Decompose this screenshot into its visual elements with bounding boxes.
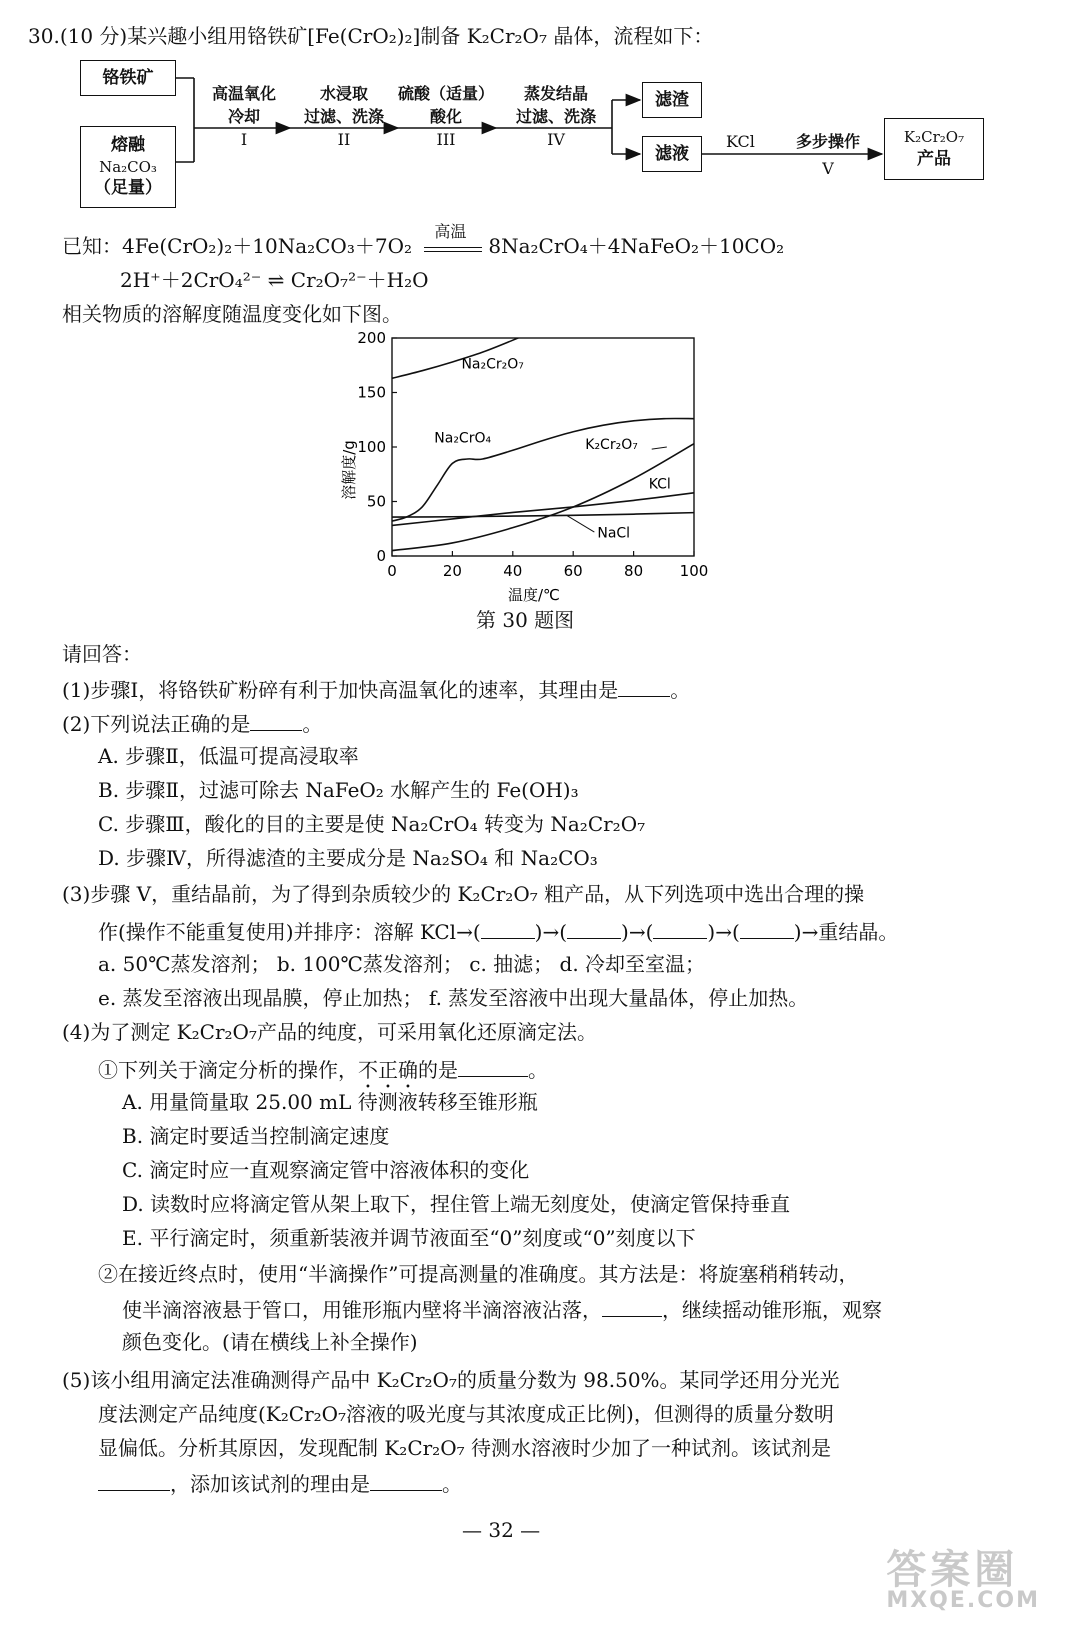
product-box: K₂Cr₂O₇ 产品 xyxy=(884,118,984,180)
step1-label: 高温氧化 冷却 I xyxy=(211,84,276,150)
q4-stem: (4)为了测定 K₂Cr₂O₇产品的纯度，可采用氧化还原滴定法。 xyxy=(62,1020,597,1044)
x-tick-label: 40 xyxy=(503,562,523,580)
answer-blank-1[interactable] xyxy=(618,678,670,697)
page-number: — 32 — xyxy=(462,1518,541,1542)
step3-label: 硫酸（适量） 酸化 III xyxy=(397,84,494,150)
y-axis-label: 溶解度/g xyxy=(340,440,358,500)
q3-line1: (3)步骤 V，重结晶前，为了得到杂质较少的 K₂Cr₂O₇ 粗产品，从下列选项中选出合理的操 xyxy=(62,882,865,906)
eq1-arrow: 高温 xyxy=(424,244,482,252)
curve-kcl xyxy=(392,493,694,526)
series-label-nacl: NaCl xyxy=(597,525,631,542)
answer-blank-4-2[interactable] xyxy=(602,1298,662,1317)
reagent-label: KCl xyxy=(726,132,755,151)
answer-prompt: 请回答： xyxy=(62,642,142,666)
melt-box: 熔融 Na₂CO₃ （足量） xyxy=(80,126,176,208)
q3-options-1: a. 50℃蒸发溶剂； b. 100℃蒸发溶剂； c. 抽滤； d. 冷却至室温； xyxy=(98,952,706,976)
plot-frame xyxy=(392,338,694,556)
y-tick-label: 0 xyxy=(376,547,386,565)
step2-label: 水浸取 过滤、洗涤 II xyxy=(303,84,384,150)
x-tick-label: 0 xyxy=(387,562,397,580)
x-tick-label: 60 xyxy=(563,562,583,580)
curve-nacl xyxy=(392,513,694,517)
y-tick-label: 50 xyxy=(366,492,386,511)
answer-blank-4-1[interactable] xyxy=(458,1058,528,1077)
question-score: (10 分) xyxy=(59,24,128,48)
chart-caption: 第 30 题图 xyxy=(476,608,575,632)
label-leader-line xyxy=(567,516,594,532)
y-tick-label: 100 xyxy=(357,438,386,456)
order-blank-4[interactable] xyxy=(740,920,794,939)
x-tick-label: 80 xyxy=(624,562,644,580)
x-tick-label: 100 xyxy=(679,562,709,580)
question-number: 30. xyxy=(28,24,60,48)
q2-option-a: A. 步骤Ⅱ，低温可提高浸取率 xyxy=(98,744,359,768)
answer-blank-5-2[interactable] xyxy=(370,1472,442,1491)
ore-box: 铬铁矿 xyxy=(80,60,176,96)
q2-option-b: B. 步骤Ⅱ，过滤可除去 NaFeO₂ 水解产生的 Fe(OH)₃ xyxy=(98,778,579,802)
q4-option-a: A. 用量筒量取 25.00 mL 待测液转移至锥形瓶 xyxy=(122,1090,538,1114)
known-eq2: 2H⁺＋2CrO₄²⁻ ⇌ Cr₂O₇²⁻＋H₂O xyxy=(120,268,429,292)
step4-label: 蒸发结晶 过滤、洗涤 IV xyxy=(515,84,596,150)
answer-blank-5-1[interactable] xyxy=(98,1472,170,1491)
solubility-chart xyxy=(330,330,750,610)
q3-line2: 作(操作不能重复使用)并排序：溶解 KCl→( )→( )→( )→( )→重结晶。 xyxy=(98,920,899,944)
question-2: (2)下列说法正确的是 。 xyxy=(62,712,323,736)
q5-line3: 显偏低。分析其原因，发现配制 K₂Cr₂O₇ 待测水溶液时少加了一种试剂。该试剂是 xyxy=(98,1436,831,1460)
y-tick-label: 200 xyxy=(357,330,386,347)
chart-intro: 相关物质的溶解度随温度变化如下图。 xyxy=(62,302,402,326)
watermark: 答案圈 MXQE.COM xyxy=(886,1547,1040,1613)
q2-option-d: D. 步骤Ⅳ，所得滤渣的主要成分是 Na₂SO₄ 和 Na₂CO₃ xyxy=(98,846,598,870)
emphasis-not-correct: 不正确 xyxy=(358,1058,418,1082)
q4-option-c: C. 滴定时应一直观察滴定管中溶液体积的变化 xyxy=(122,1158,530,1182)
residue-box: 滤渣 xyxy=(642,82,702,118)
curve-k2cr2o7 xyxy=(392,444,694,551)
question-intro: 某兴趣小组用铬铁矿[Fe(CrO₂)₂]制备 K₂Cr₂O₇ 晶体，流程如下： xyxy=(127,24,714,48)
step5-label: 多步操作 V xyxy=(795,132,860,179)
x-axis-label: 温度/℃ xyxy=(508,586,560,604)
filtrate-box: 滤液 xyxy=(642,136,702,172)
question-1: (1)步骤Ⅰ，将铬铁矿粉碎有利于加快高温氧化的速率，其理由是 。 xyxy=(62,678,691,702)
q2-option-c: C. 步骤Ⅲ，酸化的目的主要是使 Na₂CrO₄ 转变为 Na₂Cr₂O₇ xyxy=(98,812,646,836)
known-eq1: 已知：4Fe(CrO₂)₂＋10Na₂CO₃＋7O₂ 高温 8Na₂CrO₄＋4NaFeO₂＋10CO₂ xyxy=(62,221,785,258)
q5-line1: (5)该小组用滴定法准确测得产品中 K₂Cr₂O₇的质量分数为 98.50%。某同学还用分光光 xyxy=(62,1368,840,1392)
q4-sub1: ①下列关于滴定分析的操作，不正确的是 。 xyxy=(98,1058,548,1082)
q4-sub2-line2: 使半滴溶液悬于管口，用锥形瓶内壁将半滴溶液沾落， ，继续摇动锥形瓶，观察 xyxy=(122,1298,882,1322)
series-label-k2cr2o7: K₂Cr₂O₇ xyxy=(585,437,638,454)
q4-sub2-line3: 颜色变化。(请在横线上补全操作) xyxy=(122,1330,418,1354)
q5-line2: 度法测定产品纯度(K₂Cr₂O₇溶液的吸光度与其浓度成正比例)，但测得的质量分数明 xyxy=(98,1402,834,1426)
x-tick-label: 20 xyxy=(442,562,462,580)
q4-option-b: B. 滴定时要适当控制滴定速度 xyxy=(122,1124,390,1148)
order-blank-3[interactable] xyxy=(653,920,707,939)
q4-option-d: D. 读数时应将滴定管从架上取下，捏住管上端无刻度处，使滴定管保持垂直 xyxy=(122,1192,791,1216)
q4-option-e: E. 平行滴定时，须重新装液并调节液面至“0”刻度或“0”刻度以下 xyxy=(122,1226,696,1250)
series-label-na2cro4: Na₂CrO₄ xyxy=(434,430,492,447)
series-label-kcl: KCl xyxy=(648,476,671,493)
q3-options-2: e. 蒸发至溶液出现晶膜，停止加热； f. 蒸发至溶液中出现大量晶体，停止加热。 xyxy=(98,986,809,1010)
series-label-na2cr2o7: Na₂Cr₂O₇ xyxy=(461,356,524,373)
answer-blank-2[interactable] xyxy=(250,712,302,731)
y-tick-label: 150 xyxy=(357,383,386,402)
label-leader-line xyxy=(652,447,667,449)
q4-sub2-line1: ②在接近终点时，使用“半滴操作”可提高测量的准确度。其方法是：将旋塞稍稍转动， xyxy=(98,1262,859,1286)
order-blank-1[interactable] xyxy=(481,920,535,939)
order-blank-2[interactable] xyxy=(567,920,621,939)
q5-line4: ，添加该试剂的理由是 。 xyxy=(98,1472,462,1494)
